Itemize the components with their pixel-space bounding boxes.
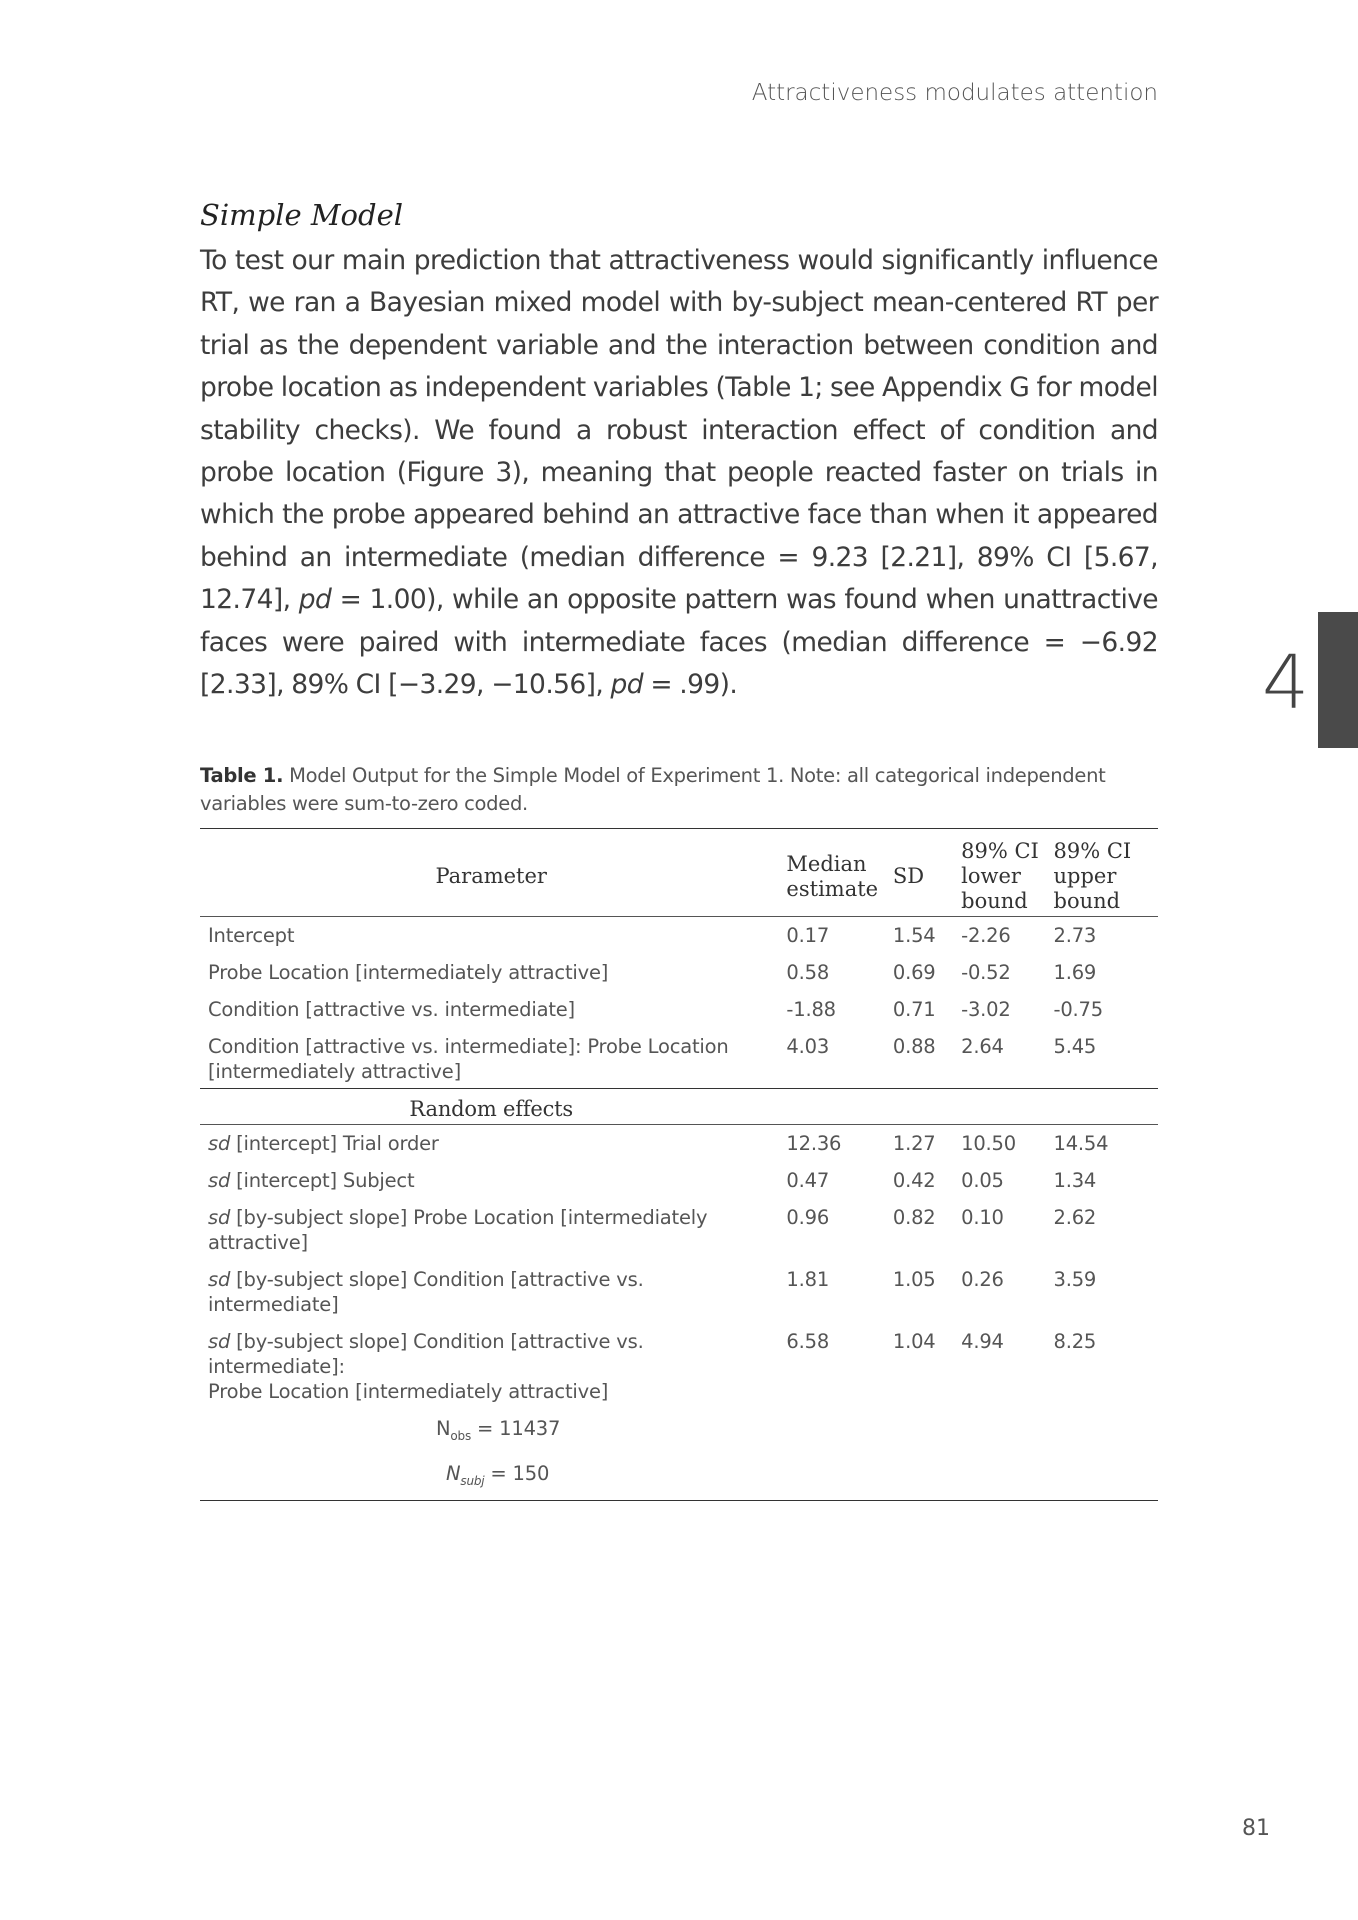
cell-ci-lower: 0.26	[961, 1268, 1004, 1292]
cell-ci-upper: 3.59	[1053, 1268, 1097, 1292]
cell-sd: 0.71	[892, 998, 936, 1022]
cell-ci-lower: -3.02	[961, 998, 1011, 1022]
cell-parameter: sd [intercept] Trial order	[208, 1132, 439, 1156]
random-effects-heading-row	[200, 1089, 1158, 1125]
cell-ci-lower: 4.94	[961, 1330, 1004, 1354]
cell-parameter: Condition [attractive vs. intermediate]: Probe Location [intermediately attractive]	[200, 1028, 782, 1089]
section-heading: Simple Model	[200, 198, 404, 232]
header-median: Median estimate	[782, 829, 888, 917]
n-subj-row	[200, 1455, 1158, 1500]
chapter-number: 4	[1262, 640, 1310, 726]
table-caption-label: Table 1.	[200, 764, 284, 788]
table-caption-text: Model Output for the Simple Model of Experiment 1. Note: all categorical independent variables were sum-to-zero coded.	[200, 764, 1106, 816]
table-row	[200, 1162, 1158, 1199]
table-caption	[200, 762, 1158, 818]
cell-ci-lower: 10.50	[961, 1132, 1016, 1156]
cell-ci-upper: 2.73	[1053, 924, 1097, 948]
cell-parameter: sd [by-subject slope] Condition [attractive vs. intermediate]: Probe Location [intermediately attractive]	[208, 1330, 644, 1404]
cell-ci-upper: 5.45	[1050, 1028, 1158, 1089]
paragraph-text-1: To test our main prediction that attractiveness would significantly influence RT, we ran a Bayesian mixed model with by-subject mean-centered RT per trial as the dependent variable and the interaction between condition and probe location as independent variables (Table 1; see Appendix G for model stability checks). We found a robust interaction effect of condition and probe location (Figure 3), meaning that people reacted faster on trials in which the probe appeared behind an attractive face than when it appeared behind an intermediate (median difference = 9.23 [2.21], 89% CI [5.67, 12.74],	[200, 245, 1158, 616]
model-output-table	[200, 828, 1158, 1501]
cell-median: 0.58	[786, 961, 830, 985]
cell-parameter: sd [intercept] Subject	[208, 1169, 415, 1193]
cell-ci-lower: -0.52	[961, 961, 1011, 985]
running-header: Attractiveness modulates attention	[751, 80, 1158, 106]
n-obs-row	[200, 1410, 1158, 1455]
cell-parameter: Condition [attractive vs. intermediate]	[208, 998, 575, 1022]
pd-symbol: pd	[610, 669, 643, 701]
body-paragraph	[200, 240, 1158, 706]
table-row	[200, 1323, 1158, 1410]
header-ci-lower: 89% CI lower bound	[957, 829, 1049, 917]
pd-symbol: pd	[298, 584, 332, 616]
table-header-row	[200, 829, 1158, 917]
cell-parameter: Probe Location [intermediately attractive]	[208, 961, 609, 985]
cell-median: -1.88	[786, 998, 836, 1022]
random-effects-heading: Random effects	[200, 1089, 782, 1125]
cell-ci-upper: 8.25	[1053, 1330, 1097, 1354]
cell-sd: 0.88	[889, 1028, 957, 1089]
n-obs: $N_{obs} = 11437$	[436, 1417, 561, 1444]
cell-median: 0.47	[786, 1169, 830, 1193]
cell-ci-upper: 1.34	[1053, 1169, 1097, 1193]
cell-parameter: Intercept	[208, 924, 295, 948]
cell-ci-lower: 0.10	[961, 1206, 1004, 1230]
cell-sd: 1.05	[892, 1268, 936, 1292]
chapter-tab-marker	[1318, 612, 1358, 748]
cell-ci-upper: 1.69	[1053, 961, 1097, 985]
table-row	[200, 991, 1158, 1028]
table-row	[200, 1125, 1158, 1163]
cell-sd: 0.82	[892, 1206, 936, 1230]
page-content	[200, 198, 1158, 1501]
page-number: 81	[1242, 1816, 1270, 1841]
cell-sd: 1.27	[892, 1132, 936, 1156]
table-row	[200, 917, 1158, 955]
table-row	[200, 954, 1158, 991]
header-parameter: Parameter	[200, 829, 782, 917]
table-row	[200, 1028, 1158, 1089]
cell-median: 0.17	[786, 924, 830, 948]
header-ci-upper: 89% CI upper bound	[1050, 829, 1158, 917]
cell-ci-upper: -0.75	[1053, 998, 1103, 1022]
cell-median: 6.58	[786, 1330, 830, 1354]
cell-sd: 0.42	[892, 1169, 936, 1193]
cell-ci-lower: 2.64	[957, 1028, 1049, 1089]
table-row	[200, 1199, 1158, 1261]
n-subj: $N_{subj} = 150$	[446, 1462, 550, 1489]
paragraph-text-3: = .99).	[643, 669, 738, 701]
table-row	[200, 1261, 1158, 1323]
cell-median: 12.36	[786, 1132, 842, 1156]
cell-ci-lower: 0.05	[961, 1169, 1004, 1193]
cell-parameter: sd [by-subject slope] Condition [attractive vs. intermediate]	[208, 1268, 644, 1317]
cell-ci-lower: -2.26	[961, 924, 1011, 948]
cell-sd: 1.04	[892, 1330, 936, 1354]
cell-parameter: sd [by-subject slope] Probe Location [intermediately attractive]	[208, 1206, 708, 1255]
header-sd: SD	[889, 829, 957, 917]
cell-sd: 1.54	[892, 924, 936, 948]
cell-median: 4.03	[782, 1028, 888, 1089]
cell-median: 0.96	[786, 1206, 830, 1230]
paragraph-text-2: = 1.00), while an opposite pattern was found when unattractive faces were paired with intermediate faces (median difference = −6.92 [2.33], 89% CI [−3.29, −10.56],	[200, 584, 1158, 701]
cell-ci-upper: 2.62	[1053, 1206, 1097, 1230]
cell-sd: 0.69	[892, 961, 936, 985]
cell-median: 1.81	[786, 1268, 830, 1292]
cell-ci-upper: 14.54	[1053, 1132, 1109, 1156]
